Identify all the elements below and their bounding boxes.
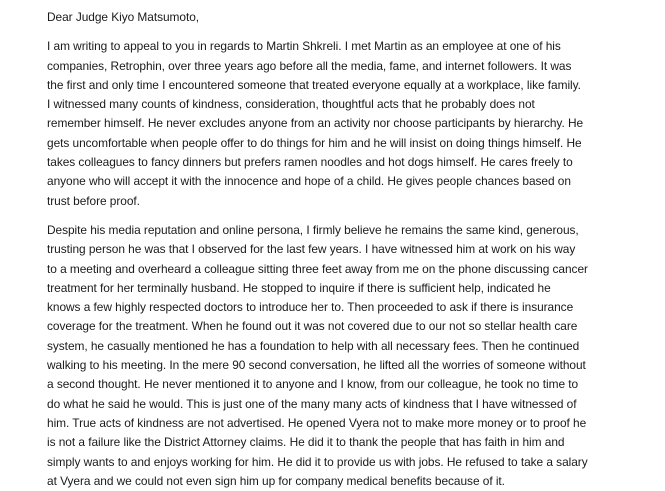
text-line: remember himself. He never excludes anyone from an activity nor choose participants by hierarchy. He	[47, 116, 584, 131]
text-line: is not a failure like the District Attorney claims. He did it to thank the people that has faith in him and	[47, 435, 565, 450]
text-line: gets uncomfortable when people offer to do things for him and he will insist on doing things himself. He	[47, 135, 582, 150]
text-line: at Vyera and we could not even sign him up for company medical benefits because of it.	[47, 473, 505, 488]
text-line: him. True acts of kindness are not advertised. He opened Vyera not to make more money or to proof he	[47, 415, 587, 430]
text-line: coverage for the treatment. When he found out it was not covered due to our not so stellar health care	[47, 319, 578, 334]
text-line: walking to his meeting. In the mere 90 second conversation, he lifted all the worries of someone without	[47, 358, 586, 373]
text-line: to a meeting and overheard a colleague sitting three feet away from me on the phone discussing cancer	[47, 261, 588, 276]
text-line: a second thought. He never mentioned it to anyone and I know, from our colleague, he took no time to	[47, 377, 579, 392]
text-line: Despite his media reputation and online persona, I firmly believe he remains the same kind, generous,	[47, 222, 579, 237]
paragraph-2	[47, 221, 622, 491]
paragraph-1	[47, 37, 622, 211]
text-line: treatment for her terminally husband. He stopped to inquire if there is sufficient help, indicated he	[47, 280, 551, 295]
paragraph-spacer	[47, 27, 622, 37]
text-line: the first and only time I encountered someone that treated everyone equally at a workplace, like family.	[47, 77, 581, 92]
text-line: I am writing to appeal to you in regards to Martin Shkreli. I met Martin as an employee at one of his	[47, 39, 561, 54]
paragraph-spacer	[47, 211, 622, 221]
text-line: I witnessed many counts of kindness, consideration, thoughtful acts that he probably does not	[47, 97, 535, 112]
text-line: trust before proof.	[47, 193, 140, 208]
text-line: system, he casually mentioned he has a foundation to help with all necessary fees. Then he continued	[47, 338, 580, 353]
text-line: trusting person he was that I observed for the last few years. I have witnessed him at work on his way	[47, 242, 576, 257]
text-line: companies, Retrophin, over three years ago before all the media, fame, and internet followers. It was	[47, 58, 572, 73]
letter-body	[47, 8, 622, 491]
salutation: Dear Judge Kiyo Matsumoto,	[47, 10, 200, 24]
text-line: knows a few highly respected doctors to introduce her to. Then proceeded to ask if there is insurance	[47, 300, 574, 315]
text-line: anyone who will accept it with the innocence and hope of a child. He gives people chances based on	[47, 174, 571, 189]
text-line: takes colleagues to fancy dinners but prefers ramen noodles and hot dogs himself. He cares freely to	[47, 155, 573, 170]
text-line: simply wants to and enjoys working for him. He did it to provide us with jobs. He refused to take a salary	[47, 454, 588, 469]
text-line: do what he said he would. This is just one of the many many acts of kindness that I have witnessed of	[47, 396, 577, 411]
